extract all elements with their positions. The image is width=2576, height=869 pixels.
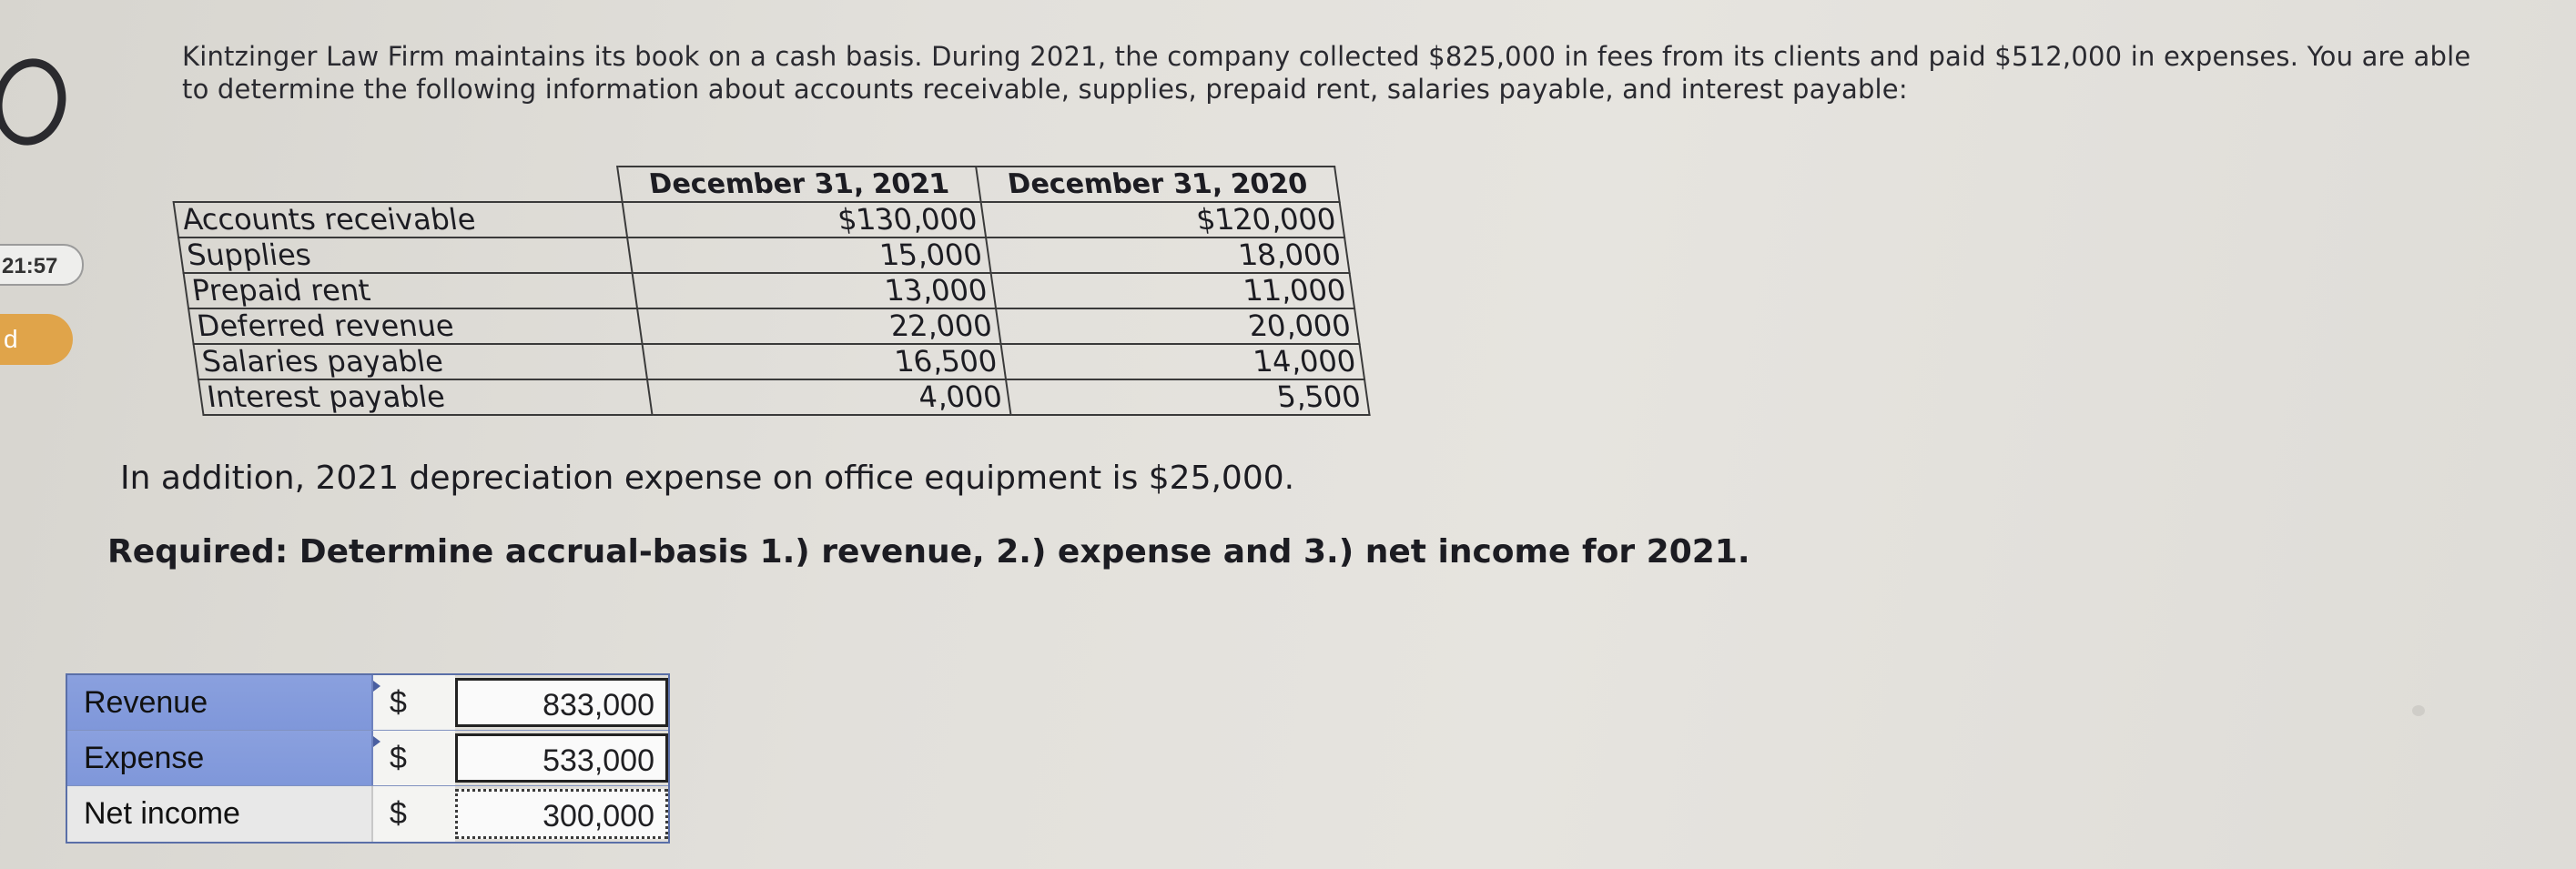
row-value-2021: 15,000 <box>627 237 990 273</box>
timer-badge: 21:57 <box>0 244 84 286</box>
row-label: Accounts receivable <box>174 202 627 237</box>
row-value-2021: 13,000 <box>633 273 996 308</box>
answer-label: Net income <box>67 786 373 842</box>
currency-symbol: $ <box>373 675 455 730</box>
required-instructions: Required: Determine accrual-basis 1.) revenue, 2.) expense and 3.) net income for 2021. <box>107 533 1750 571</box>
table-row <box>174 202 1344 237</box>
balances-table <box>167 166 1371 416</box>
answer-row-expense <box>67 731 668 786</box>
answer-row-net-income <box>67 786 668 842</box>
revenue-input[interactable]: 833,000 <box>455 678 668 727</box>
table-header-row <box>168 167 1339 202</box>
table-header-blank <box>168 167 622 202</box>
row-value-2021: 22,000 <box>637 308 1000 344</box>
currency-symbol: $ <box>373 786 455 842</box>
row-value-2020: 5,500 <box>1006 379 1369 415</box>
row-value-2021: 4,000 <box>647 379 1010 415</box>
expense-input[interactable]: 533,000 <box>455 733 668 783</box>
table-row <box>188 308 1359 344</box>
row-value-2020: $120,000 <box>981 202 1344 237</box>
answer-table <box>66 673 670 844</box>
table-row <box>198 379 1369 415</box>
currency-symbol: $ <box>373 731 455 785</box>
table-row <box>178 237 1349 273</box>
status-badge: d <box>0 314 73 365</box>
depreciation-note: In addition, 2021 depreciation expense on office equipment is $25,000. <box>120 460 1295 497</box>
row-value-2021: 16,500 <box>643 344 1006 379</box>
row-value-2020: 11,000 <box>991 273 1354 308</box>
table-header-2020: December 31, 2020 <box>976 167 1339 202</box>
table-header-2021: December 31, 2021 <box>617 167 980 202</box>
answer-row-revenue <box>67 675 668 731</box>
row-value-2020: 14,000 <box>1001 344 1364 379</box>
row-label: Supplies <box>178 237 632 273</box>
answer-label: Expense <box>67 731 373 785</box>
row-label: Salaries payable <box>194 344 647 379</box>
answer-label: Revenue <box>67 675 373 730</box>
row-label: Interest payable <box>198 379 652 415</box>
table-row <box>184 273 1354 308</box>
row-value-2020: 18,000 <box>986 237 1349 273</box>
row-value-2021: $130,000 <box>623 202 986 237</box>
balances-table-wrap <box>167 166 1371 416</box>
net-income-input[interactable]: 300,000 <box>455 789 668 839</box>
row-value-2020: 20,000 <box>996 308 1359 344</box>
screen-glare-spot <box>2412 705 2425 716</box>
row-label: Prepaid rent <box>184 273 637 308</box>
row-label: Deferred revenue <box>188 308 642 344</box>
table-row <box>194 344 1364 379</box>
problem-intro: Kintzinger Law Firm maintains its book on a cash basis. During 2021, the company collected $825,000 in fees from its clients and paid $512,000 in expenses. You are able to determine the following information about accounts receivable, supplies, prepaid rent, salaries payable, and interest payable: <box>182 41 2471 105</box>
radio-circle-icon <box>0 52 74 152</box>
